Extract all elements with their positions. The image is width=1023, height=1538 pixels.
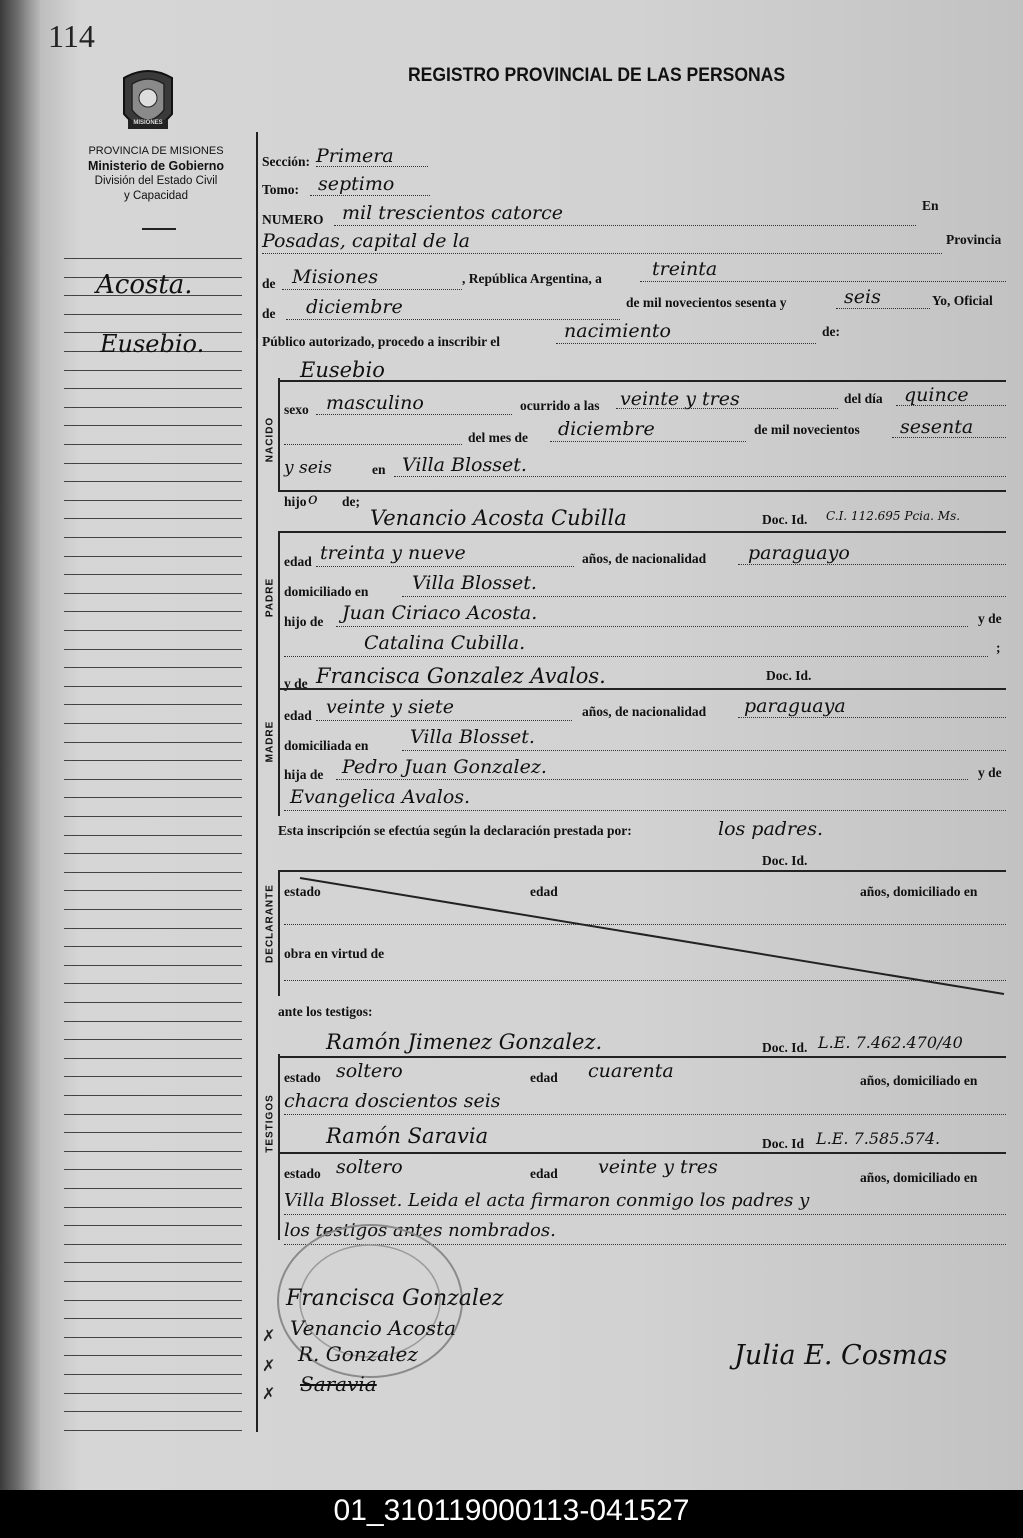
signature-testigo-2: Saravia [300,1372,377,1396]
margin-given-name: Eusebio. [100,330,205,358]
mes-pre-dotline [284,444,462,445]
declarante-cancel-stroke [280,870,1006,996]
padre-edad-dotline [316,566,574,567]
seccion-dotline [316,166,428,167]
signature-testigo-1: R. Gonzalez [298,1342,418,1366]
padre-border [278,532,280,672]
authority-underline [142,228,176,230]
de-label-2: de [262,306,276,321]
margin-ruled-line [64,1169,242,1170]
declarante-obra-label: obra en virtud de [284,946,385,961]
testigo2-edad: veinte y tres [598,1156,718,1178]
numero-value: mil trescientos catorce [342,202,563,224]
testigo2-anos-label: años, domiciliado en [860,1170,978,1185]
margin-ruled-line [64,704,242,705]
padre-doc-label: Doc. Id. [762,512,808,527]
margin-ruled-line [64,611,242,612]
padre-hijo-dotline [336,626,968,627]
madre-nombre: Francisca Gonzalez Avalos. [316,664,606,688]
padre-doc-value: C.I. 112.695 Pcia. Ms. [826,509,961,523]
padre-nac-dotline [738,564,1006,565]
madre-y-de2-label: y de [978,765,1002,780]
scan-id-bar [0,1490,1023,1538]
provincia-dotline [282,289,462,290]
madre-domicilio: Villa Blosset. [410,726,535,748]
margin-ruled-line [64,760,242,761]
hijo-label: hijo [284,494,307,509]
padre-domicilio: Villa Blosset. [412,572,537,594]
mil-label: de mil novecientos sesenta y [626,295,787,310]
margin-ruled-line [64,983,242,984]
margin-ruled-line [64,1318,242,1319]
cierre-linea-1: Villa Blosset. Leida el acta firmaron conmigo los padres y [284,1190,810,1211]
testigo1-estado: soltero [336,1060,403,1082]
page-number: 114 [48,18,95,54]
padre-top-rule [278,531,1006,533]
declarante-edad-label: edad [530,884,558,899]
padre-padre-de: Juan Ciriaco Acosta. [342,602,538,624]
seccion-value: Primera [316,145,394,167]
testigo1-edad-label: edad [530,1070,558,1085]
padre-madre-dotline [284,656,988,657]
margin-ruled-line [64,1355,242,1356]
signature-oficial: Julia E. Cosmas [734,1340,948,1371]
margin-ruled-line [64,370,242,371]
nacido-bottom-rule [278,490,1006,492]
del-dia-label: del día [844,391,883,406]
margin-ruled-line [64,1393,242,1394]
lugar-value: Posadas, capital de la [262,230,470,252]
padre-hijo-label: hijo de [284,614,324,629]
margin-ruled-line [64,686,242,687]
padre-dom-dotline [402,596,1006,597]
lugar-nac-dotline [394,476,1006,477]
margin-ruled-line [64,1337,242,1338]
mil-nac-label: de mil novecientos [754,422,860,437]
dia-nac-dotline [896,405,1006,406]
cierre-dotline-1 [284,1214,1006,1215]
sexo-value: masculino [326,392,424,414]
margin-ruled-line [64,1095,242,1096]
lugar-dotline [262,253,942,254]
margin-ruled-line [64,1374,242,1375]
madre-section-label: MADRE [264,720,276,763]
seal-label: MISIONES [133,120,163,126]
nacido-top-rule [278,380,1006,382]
tomo-dotline [310,195,430,196]
padre-dom-label: domiciliado en [284,584,369,599]
padre-nacionalidad: paraguayo [748,542,850,564]
en-label: En [922,198,939,213]
padre-section-label: PADRE [264,577,276,618]
madre-doc-label: Doc. Id. [766,668,812,683]
margin-ruled-line [64,1058,242,1059]
testigo2-estado: soltero [336,1156,403,1178]
margin-ruled-line [64,1132,242,1133]
cierre-linea-2: los testigos antes nombrados. [284,1220,556,1241]
anio-dotline [836,308,930,309]
numero-dotline [334,225,916,226]
testigo1-doc-label: Doc. Id. [762,1040,808,1055]
madre-madre-dotline [284,810,1006,811]
margin-ruled-line [64,965,242,966]
madre-edad-label: edad [284,708,312,723]
margin-ruled-line [64,1076,242,1077]
madre-dom-label: domiciliada en [284,738,369,753]
madre-dom-dotline [402,750,1006,751]
numero-label: NUMERO [262,212,324,227]
margin-ruled-line [64,909,242,910]
en-nac-label: en [372,462,386,477]
hijo-suffix: o [308,489,318,508]
madre-madre-de: Evangelica Avalos. [290,786,471,808]
margin-ruled-line [64,1430,242,1431]
margin-ruled-line [64,630,242,631]
margin-ruled-line [64,314,242,315]
register-title: REGISTRO PROVINCIAL DE LAS PERSONAS [408,64,786,86]
provincia-value: Misiones [292,266,379,288]
testigo2-rule [278,1152,1006,1154]
anio1-dotline [892,437,1006,438]
dia-dotline [640,281,1006,282]
cross-mark-icon: ✗ [262,1386,276,1403]
authority-line-capacity: y Capacidad [124,190,188,202]
testigo1-doc: L.E. 7.462.470/40 [818,1033,963,1052]
padre-semicolon: ; [996,640,1001,655]
margin-ruled-line [64,1021,242,1022]
margin-ruled-line [64,723,242,724]
margin-ruled-line [64,593,242,594]
cross-mark-icon: ✗ [262,1328,276,1345]
testigo1-anos-label: años, domiciliado en [860,1073,978,1088]
ocurrido-label: ocurrido a las [520,398,600,413]
tomo-label: Tomo: [262,182,300,197]
mes-nacimiento: diciembre [558,418,655,440]
dia-value: treinta [652,258,718,280]
margin-ruled-line [64,258,242,259]
margin-ruled-line [64,444,242,445]
madre-hija-dotline [336,779,968,780]
sexo-dotline [316,414,512,415]
margin-ruled-line [64,537,242,538]
publico-label: Público autorizado, procedo a inscribir el [262,334,500,349]
margin-ruled-line [64,1225,242,1226]
padre-nombre: Venancio Acosta Cubilla [370,506,627,530]
margin-ruled-line [64,797,242,798]
hijo-de-label: de; [342,494,360,509]
margin-ruled-line [64,1188,242,1189]
margin-ruled-line [64,1002,242,1003]
nacido-section-label: NACIDO [264,416,276,463]
issuing-authority [56,144,256,204]
tomo-value: septimo [318,173,395,195]
form-left-border [256,132,258,1432]
declarante-anos-label: años, domiciliado en [860,884,978,899]
anio2-nacimiento: y seis [284,458,332,478]
madre-top-rule [278,688,1006,690]
margin-ruled-line [64,779,242,780]
margin-ruled-line [64,1151,242,1152]
testigos-border [278,1054,280,1240]
declaracion-value: los padres. [718,818,824,840]
de-label: de [262,276,276,291]
margin-ruled-line [64,518,242,519]
margin-ruled-line [64,1114,242,1115]
margin-ruled-line [64,946,242,947]
margin-ruled-line [64,816,242,817]
padre-y-de-label: y de [978,611,1002,626]
hora-dotline [616,408,838,409]
seccion-label: Sección: [262,154,310,169]
margin-ruled-line [64,388,242,389]
madre-nac-label: años, de nacionalidad [582,704,707,719]
madre-border [278,672,280,816]
declarante-estado-label: estado [284,884,321,899]
madre-nac-dotline [738,717,1006,718]
republica-label: , República Argentina, a [462,271,602,286]
testigo2-doc-label: Doc. Id [762,1136,805,1151]
shield-icon [116,64,180,142]
book-binding [0,0,40,1490]
margin-ruled-line [64,649,242,650]
testigo1-dom-dotline [284,1114,1006,1115]
margin-ruled-line [64,1411,242,1412]
testigos-intro: ante los testigos: [278,1004,373,1019]
margin-ruled-line [64,1281,242,1282]
madre-nacionalidad: paraguaya [744,695,846,717]
de2-label: de: [822,324,840,339]
signature-madre: Francisca Gonzalez [286,1286,504,1311]
padre-edad-label: edad [284,554,312,569]
testigos-section-label: TESTIGOS [264,1094,276,1153]
coat-of-arms-seal [116,64,180,142]
authority-line-division: División del Estado Civil [94,175,218,187]
oficial-label: Yo, Oficial [932,293,993,308]
margin-ruled-line [64,556,242,557]
hora-value: veinte y tres [620,388,740,410]
mes-value: diciembre [306,296,403,318]
testigo2-nombre: Ramón Saravia [326,1124,489,1148]
lugar-nacimiento: Villa Blosset. [402,454,527,476]
testigo2-doc: L.E. 7.585.574. [816,1129,941,1148]
padre-madre-de: Catalina Cubilla. [364,632,526,654]
provincia-label: Provincia [946,232,1002,247]
margin-ruled-line [64,872,242,873]
testigo1-edad: cuarenta [588,1060,674,1082]
declarante-doc-label: Doc. Id. [762,853,808,868]
margin-ruled-line [64,1300,242,1301]
anio1-nacimiento: sesenta [900,416,974,438]
testigo2-estado-label: estado [284,1166,321,1181]
mes-label: del mes de [468,430,528,445]
testigo1-nombre: Ramón Jimenez Gonzalez. [326,1030,603,1054]
nacido-nombre: Eusebio [300,358,385,382]
margin-ruled-line [64,853,242,854]
madre-edad-value: veinte y siete [326,696,454,718]
signature-padre: Venancio Acosta [290,1316,457,1340]
cross-mark-icon: ✗ [262,1358,276,1375]
acto-value: nacimiento [564,320,671,342]
madre-edad-dotline [316,720,572,721]
sexo-label: sexo [284,402,309,417]
testigo1-rule [278,1056,1006,1058]
padre-edad-value: treinta y nueve [320,542,466,564]
padre-nac-label: años, de nacionalidad [582,551,707,566]
madre-hija-label: hija de [284,767,324,782]
acto-dotline [556,343,816,344]
margin-ruled-line [64,667,242,668]
testigo1-estado-label: estado [284,1070,321,1085]
testigo2-edad-label: edad [530,1166,558,1181]
declaracion-label: Esta inscripción se efectúa según la declaración prestada por: [278,823,632,838]
margin-ruled-line [64,1244,242,1245]
margin-ruled-line [64,1262,242,1263]
anio-value: seis [844,286,881,308]
testigo1-domicilio: chacra doscientos seis [284,1090,501,1112]
margin-ruled-line [64,1207,242,1208]
madre-padre-de: Pedro Juan Gonzalez. [342,756,547,778]
declarante-section-label: DECLARANTE [264,884,276,963]
dia-nacimiento: quince [904,384,969,406]
mes-nac-dotline [550,441,746,442]
margin-ruled-line [64,742,242,743]
margin-ruled-line [64,1039,242,1040]
nacido-border [278,378,280,490]
margin-ruled-line [64,574,242,575]
madre-y-de-label: y de [284,676,308,691]
margin-ruled-line [64,481,242,482]
margin-ruled-line [64,890,242,891]
scan-id: 01_310119000113-041527 [333,1494,690,1527]
margin-ruled-line [64,500,242,501]
margin-ruled-line [64,425,242,426]
margin-surname: Acosta. [96,270,193,300]
authority-line-ministry: Ministerio de Gobierno [87,159,225,173]
margin-ruled-line [64,407,242,408]
margin-ruled-line [64,463,242,464]
authority-line-province: PROVINCIA DE MISIONES [88,145,224,157]
margin-ruled-line [64,928,242,929]
margin-ruled-line [64,835,242,836]
